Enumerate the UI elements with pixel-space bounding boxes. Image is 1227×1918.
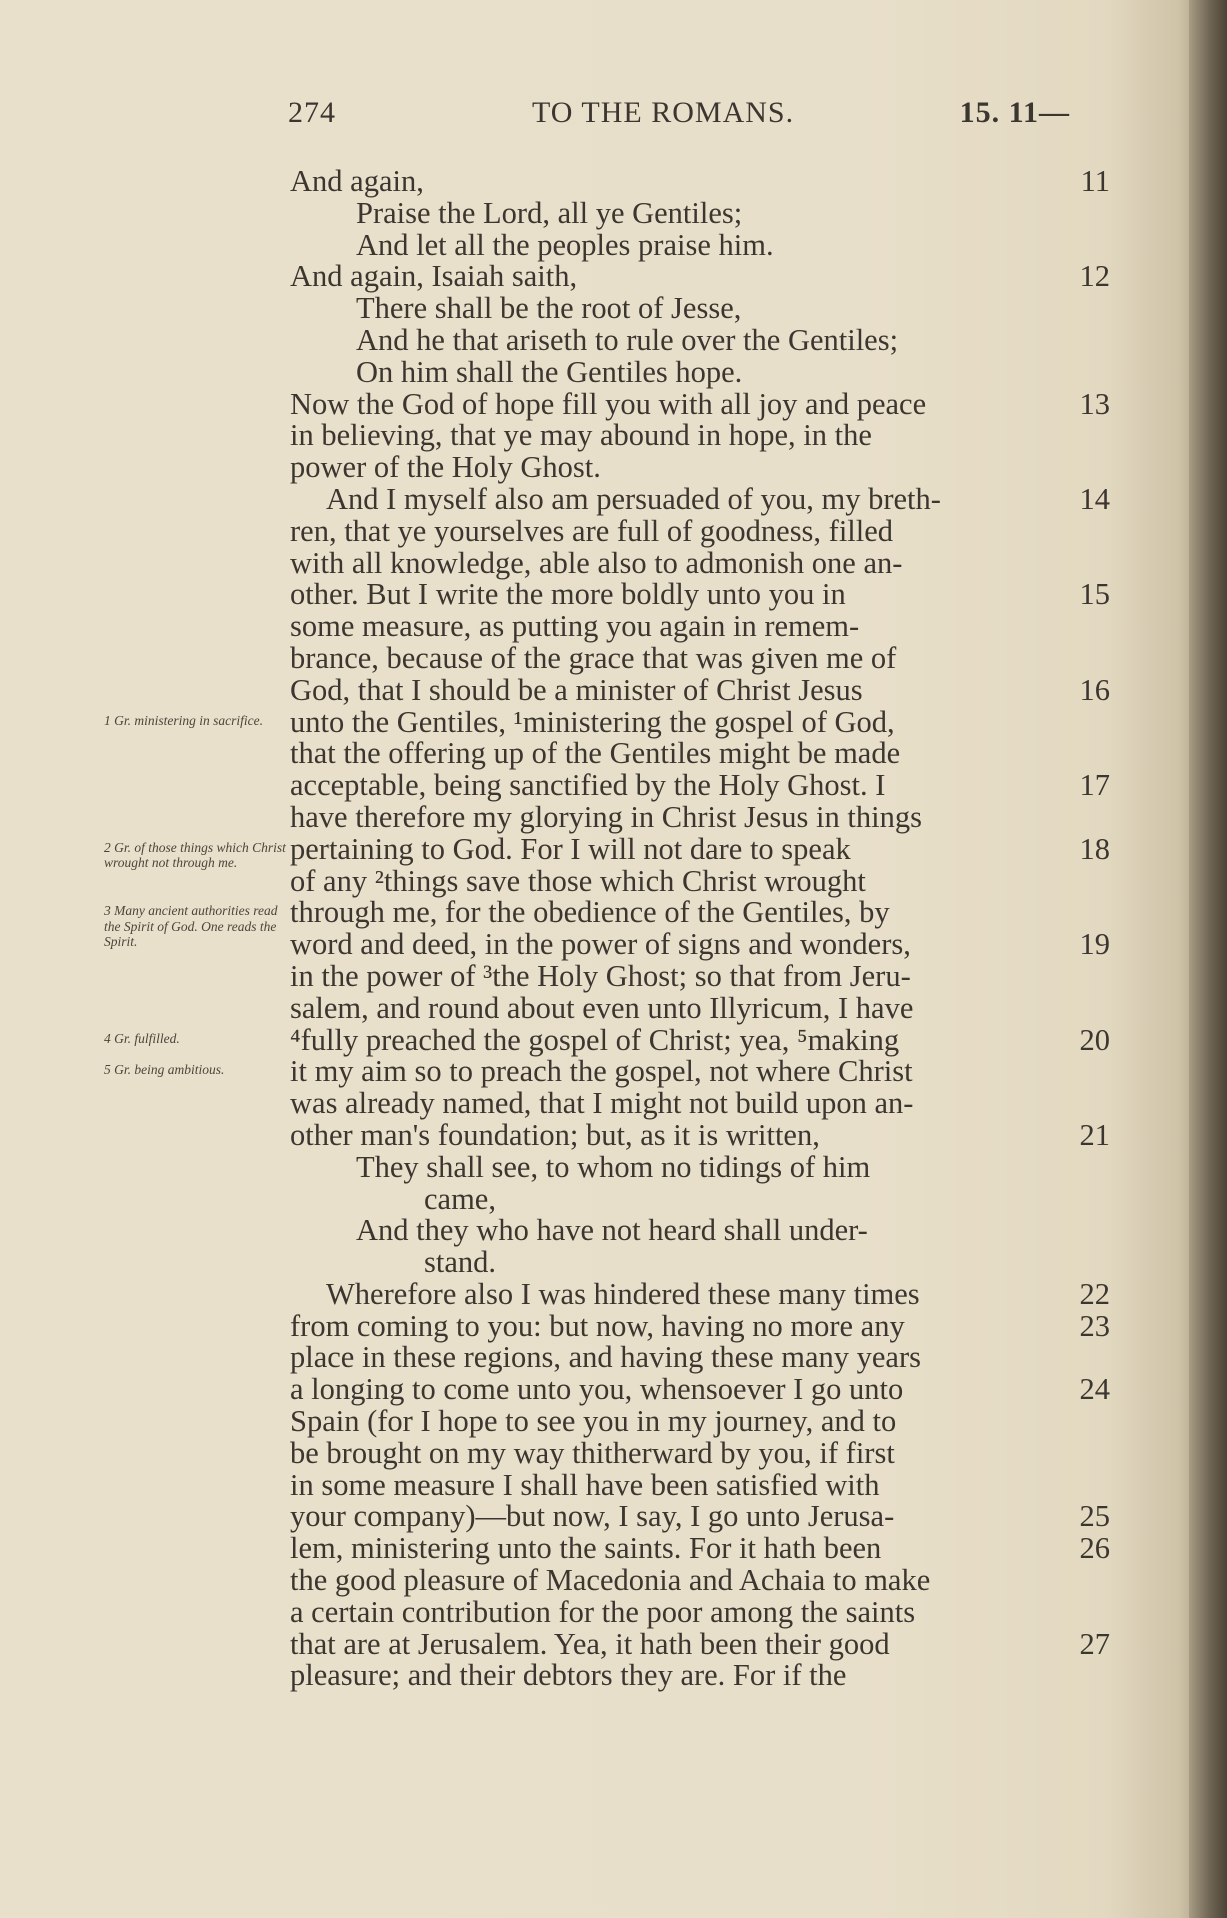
running-header — [288, 96, 1070, 140]
line-text: They shall see, to whom no tidings of him — [356, 1149, 871, 1184]
line-text: pertaining to God. For I will not dare to speak — [290, 831, 851, 866]
line-text: a certain contribution for the poor among the saints — [290, 1594, 916, 1629]
text-line — [290, 704, 1110, 739]
line-text: the good pleasure of Macedonia and Achaia to make — [290, 1563, 931, 1598]
line-text: in the power of ³the Holy Ghost; so that from Jeru- — [290, 958, 911, 993]
text-line — [290, 799, 1110, 834]
text-line — [290, 897, 1110, 929]
verse-number: 26 — [1079, 1531, 1110, 1566]
text-line — [290, 958, 1110, 993]
text-line — [290, 386, 1110, 421]
text-line — [290, 1276, 1110, 1311]
text-line — [290, 354, 1110, 389]
line-text: God, that I should be a minister of Christ Jesus — [290, 672, 863, 707]
line-text: And he that ariseth to rule over the Gentiles; — [356, 322, 899, 357]
line-text: word and deed, in the power of signs and wonders, — [290, 927, 911, 962]
text-line — [290, 1533, 1110, 1565]
verse-number: 19 — [1079, 927, 1110, 962]
verse-number: 24 — [1079, 1372, 1110, 1407]
line-text: stand. — [424, 1245, 497, 1280]
text-line — [290, 1149, 1110, 1184]
margin-note: 3 Many ancient authorities read the Spirit of God. One reads the Spirit. — [104, 903, 278, 950]
line-text: have therefore my glorying in Christ Jesus in things — [290, 799, 922, 834]
text-line — [290, 1117, 1110, 1152]
line-text: your company)—but now, I say, I go unto Jerusa- — [290, 1499, 895, 1534]
verse-number: 13 — [1079, 386, 1110, 421]
line-text: And again, Isaiah saith, — [290, 259, 578, 294]
line-text: On him shall the Gentiles hope. — [356, 354, 743, 389]
line-text: pleasure; and their debtors they are. For if the — [290, 1658, 847, 1693]
verse-number: 15 — [1079, 577, 1110, 612]
text-line — [290, 261, 1110, 293]
text-line — [290, 420, 1110, 452]
line-text: be brought on my way thitherward by you, if first — [290, 1435, 895, 1470]
line-text: Praise the Lord, all ye Gentiles; — [356, 195, 743, 230]
line-text: And they who have not heard shall under- — [356, 1213, 868, 1248]
chapter-verse-reference: 15. 11— — [959, 96, 1070, 129]
margin-note: 4 Gr. fulfilled. — [104, 1030, 180, 1046]
text-line — [290, 1215, 1110, 1247]
line-text: came, — [424, 1181, 496, 1216]
line-text: of any ²things save those which Christ wrought — [290, 863, 866, 898]
line-text: There shall be the root of Jesse, — [356, 291, 742, 326]
text-line — [290, 1626, 1110, 1661]
line-text: Spain (for I hope to see you in my journey, and to — [290, 1404, 897, 1439]
line-text: ⁴fully preached the gospel of Christ; yea, ⁵making — [290, 1022, 900, 1057]
margin-note: 1 Gr. ministering in sacrifice. — [104, 712, 263, 728]
text-line — [290, 929, 1110, 961]
line-text: power of the Holy Ghost. — [290, 450, 601, 485]
text-line — [290, 863, 1110, 898]
text-line — [290, 1247, 1110, 1279]
line-text: unto the Gentiles, ¹ministering the gospel of God, — [290, 704, 895, 739]
verse-number: 22 — [1079, 1276, 1110, 1311]
text-line — [290, 640, 1110, 675]
text-line — [290, 1565, 1110, 1597]
text-line — [290, 322, 1110, 357]
text-line — [290, 1467, 1110, 1502]
line-text: that are at Jerusalem. Yea, it hath been their good — [290, 1626, 890, 1661]
text-line — [290, 738, 1110, 770]
line-text: place in these regions, and having these many years — [290, 1340, 921, 1375]
text-line — [290, 672, 1110, 707]
text-line — [290, 452, 1110, 484]
line-text: some measure, as putting you again in remem- — [290, 609, 860, 644]
text-line — [290, 1501, 1110, 1533]
text-line — [290, 1308, 1110, 1343]
text-line — [290, 227, 1110, 262]
verse-number: 14 — [1079, 481, 1110, 516]
line-text: And I myself also am persuaded of you, my breth- — [326, 481, 941, 516]
text-line — [290, 611, 1110, 643]
line-text: with all knowledge, able also to admonish one an- — [290, 545, 903, 580]
line-text: it my aim so to preach the gospel, not where Christ — [290, 1054, 913, 1089]
line-text: a longing to come unto you, whensoever I go unto — [290, 1372, 904, 1407]
book-gutter — [1189, 0, 1227, 1918]
text-line — [290, 1406, 1110, 1438]
text-line — [290, 1435, 1110, 1470]
line-text: through me, for the obedience of the Gentiles, by — [290, 895, 890, 930]
verse-number: 25 — [1079, 1499, 1110, 1534]
line-text: salem, and round about even unto Illyricum, I have — [290, 990, 914, 1025]
line-text: lem, ministering unto the saints. For it hath been — [290, 1531, 882, 1566]
verse-number: 21 — [1079, 1117, 1110, 1152]
line-text: Now the God of hope fill you with all joy and peace — [290, 386, 927, 421]
text-line — [290, 831, 1110, 866]
text-line — [290, 990, 1110, 1025]
text-line — [290, 481, 1110, 516]
line-text: that the offering up of the Gentiles might be made — [290, 736, 901, 771]
text-line — [290, 293, 1110, 325]
line-text: in believing, that ye may abound in hope, in the — [290, 418, 872, 453]
line-text: ren, that ye yourselves are full of goodness, filled — [290, 513, 894, 548]
text-line — [290, 1660, 1110, 1692]
verse-number: 11 — [1080, 164, 1110, 198]
line-text: other. But I write the more boldly unto you in — [290, 577, 846, 612]
line-text: in some measure I shall have been satisfied with — [290, 1467, 880, 1502]
text-line — [290, 1181, 1110, 1216]
verse-number: 12 — [1079, 259, 1110, 294]
verse-number: 20 — [1079, 1022, 1110, 1057]
running-title: TO THE ROMANS. — [532, 96, 795, 129]
verse-number: 18 — [1079, 831, 1110, 866]
verse-number: 17 — [1079, 768, 1110, 803]
margin-note: 2 Gr. of those things which Christ wrought not through me. — [104, 839, 286, 871]
text-line — [290, 1022, 1110, 1057]
verse-number: 23 — [1079, 1308, 1110, 1343]
verse-number: 16 — [1079, 672, 1110, 707]
line-text: And let all the peoples praise him. — [356, 227, 774, 262]
text-line — [290, 579, 1110, 611]
line-text: brance, because of the grace that was given me of — [290, 640, 897, 675]
line-text: Wherefore also I was hindered these many times — [326, 1276, 920, 1311]
text-line — [290, 513, 1110, 548]
line-text: was already named, that I might not build upon an- — [290, 1086, 914, 1121]
text-line — [290, 1056, 1110, 1088]
text-line — [290, 1374, 1110, 1406]
margin-note: 5 Gr. being ambitious. — [104, 1062, 225, 1078]
line-text: And again, — [290, 164, 424, 198]
page-number: 274 — [288, 96, 336, 129]
text-line — [290, 195, 1110, 230]
line-text: from coming to you: but now, having no more any — [290, 1308, 905, 1343]
text-line — [290, 770, 1110, 802]
text-line — [290, 166, 1110, 198]
line-text: acceptable, being sanctified by the Holy Ghost. I — [290, 768, 886, 803]
text-line — [290, 1342, 1110, 1374]
scripture-text — [290, 166, 1110, 1692]
line-text: other man's foundation; but, as it is written, — [290, 1117, 820, 1152]
text-line — [290, 1088, 1110, 1120]
text-line — [290, 1594, 1110, 1629]
text-line — [290, 545, 1110, 580]
verse-number: 27 — [1079, 1626, 1110, 1661]
